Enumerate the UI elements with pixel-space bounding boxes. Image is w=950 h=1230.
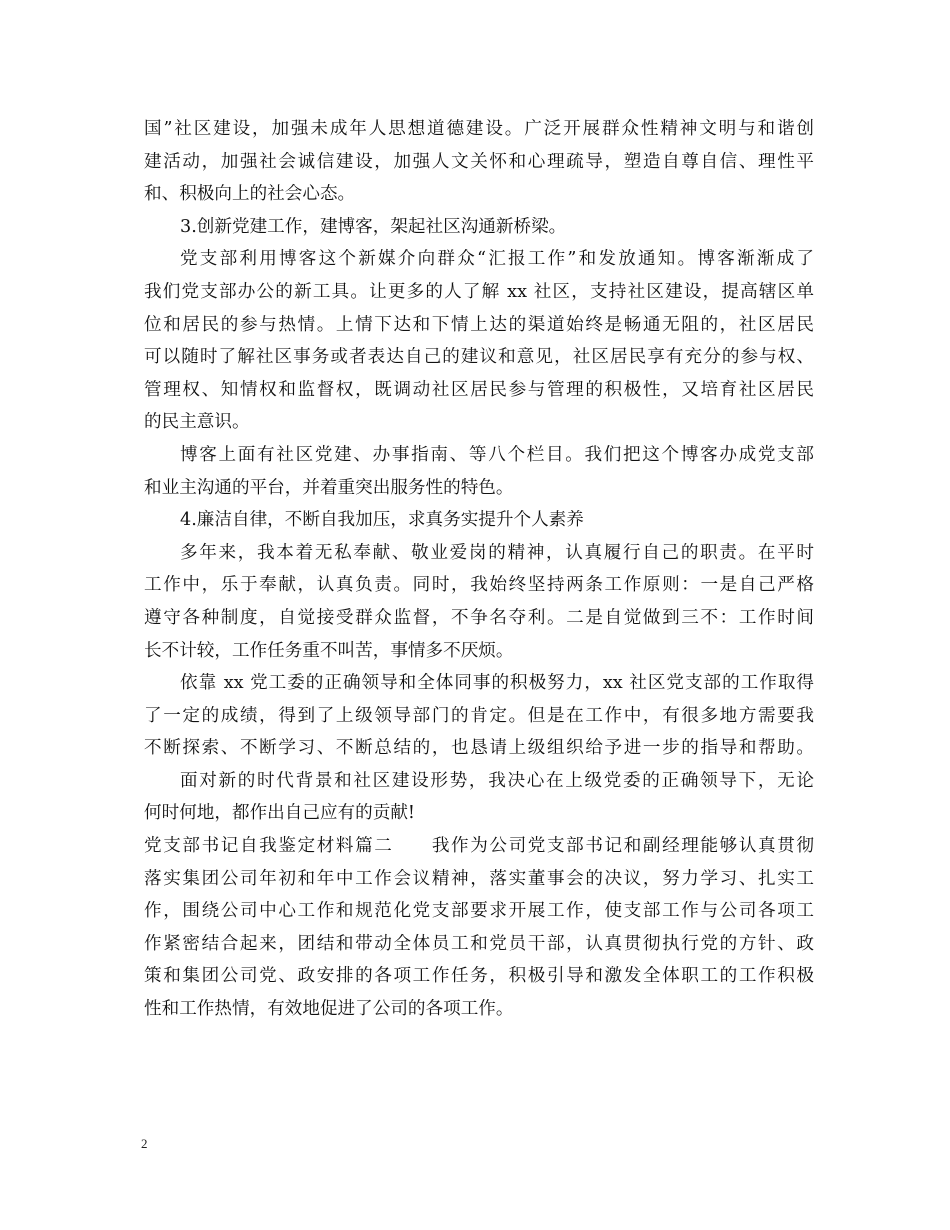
text-line: 党支部利用博客这个新媒介向群众“汇报工作”和发放通知。博客渐渐成了 [180,249,814,270]
text-line: 建活动，加强社会诚信建设，加强人文关怀和心理疏导，塑造自尊自信、理性平 [144,151,814,172]
text-line: 国”社区建设，加强未成年人思想道德建设。广泛开展群众性精神文明与和谐创 [144,119,814,139]
text-line: 3.创新党建工作，建博客，架起社区沟通新桥梁。 [180,216,567,237]
text-line: 多年来，我本着无私奉献、敬业爱岗的精神，认真履行自己的职责。在平时 [180,542,814,563]
text-line: 可以随时了解社区事务或者表达自己的建议和意见，社区居民享有充分的参与权、 [144,347,814,368]
document-body [144,113,814,1026]
text-line: 和业主沟通的平台，并着重突出服务性的特色。 [144,477,514,498]
text-line: 作紧密结合起来，团结和带动全体员工和党员干部，认真贯彻执行党的方针、政 [144,933,814,954]
text-line: 策和集团公司党、政安排的各项工作任务，积极引导和激发全体职工的工作积极 [144,966,814,987]
text-line: 4.廉洁自律，不断自我加压，求真务实提升个人素养 [180,510,584,531]
text-line: 我们党支部办公的新工具。让更多的人了解 xx 社区，支持社区建设，提高辖区单 [144,281,814,302]
text-line: 的民主意识。 [144,412,250,433]
text-line: 党支部书记自我鉴定材料篇二 我作为公司党支部书记和副经理能够认真贯彻 [144,836,814,857]
text-line: 性和工作热情，有效地促进了公司的各项工作。 [144,999,514,1020]
page-number: 2 [141,1136,148,1151]
text-line: 依靠 xx 党工委的正确领导和全体同事的积极努力，xx 社区党支部的工作取得 [180,673,814,694]
text-line: 了一定的成绩，得到了上级领导部门的肯定。但是在工作中，有很多地方需要我 [144,705,814,726]
text-line: 管理权、知情权和监督权，既调动社区居民参与管理的积极性，又培育社区居民 [144,379,814,400]
text-line: 长不计较，工作任务重不叫苦，事情多不厌烦。 [144,640,514,661]
text-line: 面对新的时代背景和社区建设形势，我决心在上级党委的正确领导下，无论 [180,770,814,791]
text-line: 不断探索、不断学习、不断总结的，也恳请上级组织给予进一步的指导和帮助。 [144,738,814,759]
text-line: 落实集团公司年初和年中工作会议精神，落实董事会的决议，努力学习、扎实工 [144,868,814,889]
text-line: 工作中，乐于奉献，认真负责。同时，我始终坚持两条工作原则：一是自己严格 [144,575,814,596]
text-line: 位和居民的参与热情。上情下达和下情上达的渠道始终是畅通无阻的，社区居民 [144,314,814,335]
text-line: 作，围绕公司中心工作和规范化党支部要求开展工作，使支部工作与公司各项工 [144,901,814,922]
text-line: 博客上面有社区党建、办事指南、等八个栏目。我们把这个博客办成党支部 [180,444,814,465]
text-line: 遵守各种制度，自觉接受群众监督，不争名夺利。二是自觉做到三不：工作时间 [144,607,814,628]
text-line: 和、积极向上的社会心态。 [144,184,356,205]
text-line: 何时何地，都作出自己应有的贡献! [144,803,415,824]
